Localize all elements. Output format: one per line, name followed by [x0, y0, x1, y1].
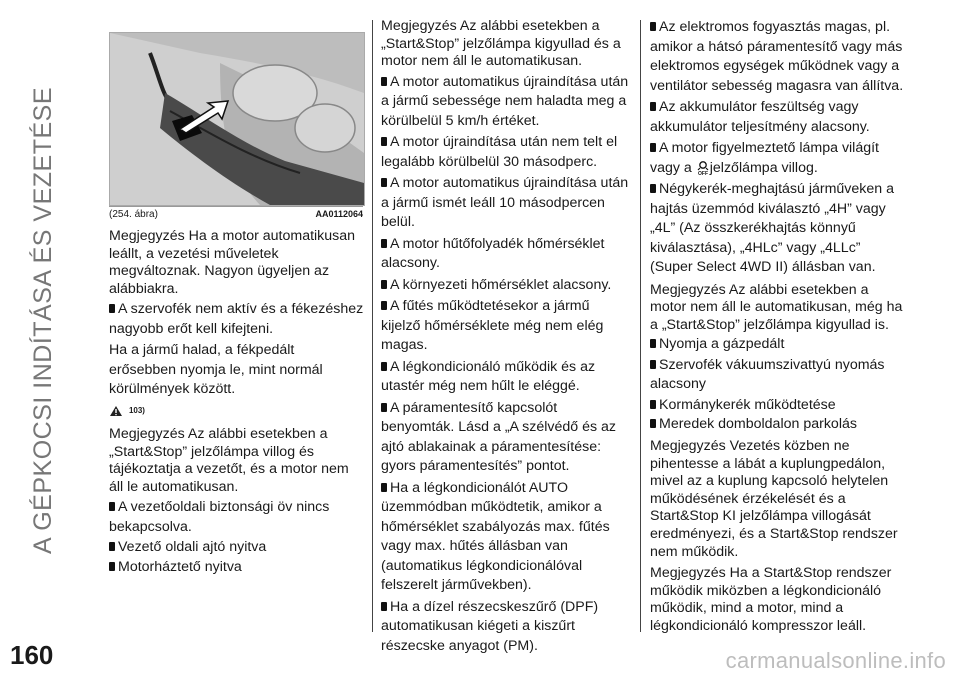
watermark: carmanualsonline.info: [725, 648, 946, 673]
bullet-icon: [650, 360, 656, 369]
note-paragraph: Megjegyzés Vezetés közben ne pihentesse a lábát a kuplungpedálon, mivel az a kuplung kapcsoló helytelen működésének érzékelését és a Start&Stop KI jelzőlámpa villogását eredményezi, és a Start&Stop rendszer nem működik.: [650, 438, 898, 560]
warning-reference: [109, 402, 365, 420]
pedal-illustration: [110, 33, 364, 205]
bullet-icon: [381, 137, 387, 146]
text-column-2: [381, 18, 631, 658]
bullet-item: Motorháztető nyitva: [109, 559, 365, 577]
bullet-icon: [381, 280, 387, 289]
bullet-item: A páramentesítő kapcsolót benyomták. Lásd a „A szélvédő és az ajtó ablakainak a páramentesítése: gyors páramentesítés” pontot.: [381, 399, 617, 475]
column-divider-1: [372, 20, 373, 632]
bullet-item: Az akkumulátor feszültség vagy akkumulátor teljesítmény alacsony.: [650, 99, 870, 135]
column-divider-2: [640, 20, 641, 632]
note-paragraph: Megjegyzés Az alábbi esetekben a motor nem áll le automatikusan, még ha a „Start&Stop” jelzőlámpa kigyullad is.: [650, 281, 903, 333]
text-column-3: [650, 18, 905, 638]
bullet-icon: [650, 143, 656, 152]
note-paragraph: Megjegyzés Ha a motor automatikusan leállt, a vezetési műveletek megváltoznak. Nagyon ügyeljen az alábbiakra.: [109, 228, 356, 297]
figure-illustration: [109, 32, 365, 206]
page-number: 160: [10, 640, 54, 670]
bullet-icon: [650, 102, 656, 111]
bullet-item: Ha a légkondicionálót AUTO üzemmódban működtetik, amikor a hőmérséklet szabályozás max. fűtés vagy max. hűtés állásban van (automatikus légkondicionálóval felszerelt járművekben).: [381, 479, 610, 594]
bullet-item: Kormánykerék működtetése: [650, 397, 905, 415]
bullet-item: Ha a dízel részecskeszűrő (DPF) automatikusan kiégeti a kiszűrt részecske anyagot (PM).: [381, 598, 599, 654]
bullet-item: A motor újraindítása után nem telt el legalább körülbelül 30 másodperc.: [381, 134, 618, 170]
note-paragraph: Megjegyzés Az alábbi esetekben a „Start&Stop” jelzőlámpa kigyullad és a motor nem áll le automatikusan.: [381, 18, 621, 70]
bullet-item: A fűtés működtetésekor a jármű kijelző hőmérséklete még nem elég magas.: [381, 298, 604, 354]
figure-label: (254. ábra): [109, 209, 158, 220]
bullet-item: A környezeti hőmérséklet alacsony.: [381, 276, 631, 296]
chapter-title-text: A GÉPKOCSI INDÍTÁSA ÉS VEZETÉSE: [29, 86, 58, 554]
bullet-item: A vezetőoldali biztonsági öv nincs bekapcsolva.: [109, 499, 330, 535]
bullet-item: A motor automatikus újraindítása után a jármű ismét leáll 10 másodpercen belül.: [381, 175, 629, 231]
bullet-icon: [381, 178, 387, 187]
note-paragraph: Megjegyzés Az alábbi esetekben a „Start&Stop” jelzőlámpa villog és tájékoztatja a vezetőt, és a motor nem áll le automatikusan.: [109, 426, 349, 495]
bullet-icon: [650, 339, 656, 348]
text-column-1: [109, 228, 365, 579]
bullet-item: Meredek domboldalon parkolás: [650, 416, 905, 434]
bullet-icon: [109, 562, 115, 571]
chapter-side-title: [4, 40, 84, 600]
warning-triangle-icon: [109, 405, 123, 417]
bullet-icon: [381, 362, 387, 371]
bullet-item: Az elektromos fogyasztás magas, pl. amikor a hátsó páramentesítő vagy más elektromos egységek működnek vagy a ventilátor sebesség magasra van állítva.: [650, 19, 904, 94]
bullet-icon: [650, 184, 656, 193]
bullet-icon: [650, 22, 656, 31]
bullet-icon: [381, 77, 387, 86]
bullet-item: A légkondicionáló működik és az utastér még nem hűlt le eléggé.: [381, 358, 596, 395]
bullet-item: Vezető oldali ajtó nyitva: [109, 539, 365, 557]
bullet-icon: [650, 400, 656, 409]
paragraph: Ha a jármű halad, a fékpedált erősebben nyomja le, mint normál körülmények között.: [109, 342, 323, 398]
bullet-icon: [381, 239, 387, 248]
bullet-item: Szervofék vákuumszivattyú nyomás alacsony: [650, 356, 885, 393]
bullet-item: A motor figyelmeztető lámpa világít vagy a OFF jelzőlámpa villog.: [650, 140, 880, 176]
dpf-lamp-icon: [696, 160, 710, 176]
bullet-item: Négykerék-meghajtású járműveken a hajtás üzemmód kiválasztó „4H” vagy „4L” (Az összkerékhajtás könnyű kiválasztása), „4HLc” vagy „4LLc” (Super Select 4WD II) állásban van.: [650, 181, 894, 275]
figure-caption: [109, 206, 363, 220]
bullet-icon: [109, 304, 115, 313]
note-ref-number: 103): [128, 405, 145, 415]
bullet-item: A szervofék nem aktív és a fékezéshez nagyobb erőt kell kifejteni.: [109, 301, 364, 337]
bullet-item: A motor hűtőfolyadék hőmérséklet alacsony.: [381, 235, 605, 272]
bullet-item: A motor automatikus újraindítása után a jármű sebessége nem haladta meg a körülbelül 5 km/h értéket.: [381, 73, 629, 129]
svg-text:OFF: OFF: [697, 170, 708, 176]
bullet-icon: [381, 301, 387, 310]
bullet-icon: [109, 542, 115, 551]
bullet-item: Nyomja a gázpedált: [650, 336, 905, 354]
bullet-icon: [381, 483, 387, 492]
bullet-icon: [381, 403, 387, 412]
bullet-icon: [650, 419, 656, 428]
bullet-icon: [109, 502, 115, 511]
figure-code: AA0112064: [315, 209, 363, 219]
bullet-icon: [381, 602, 387, 611]
note-paragraph: Megjegyzés Ha a Start&Stop rendszer működik miközben a légkondicionáló működik, mind a motor, mind a légkondicionáló kompresszor leáll.: [650, 565, 892, 634]
